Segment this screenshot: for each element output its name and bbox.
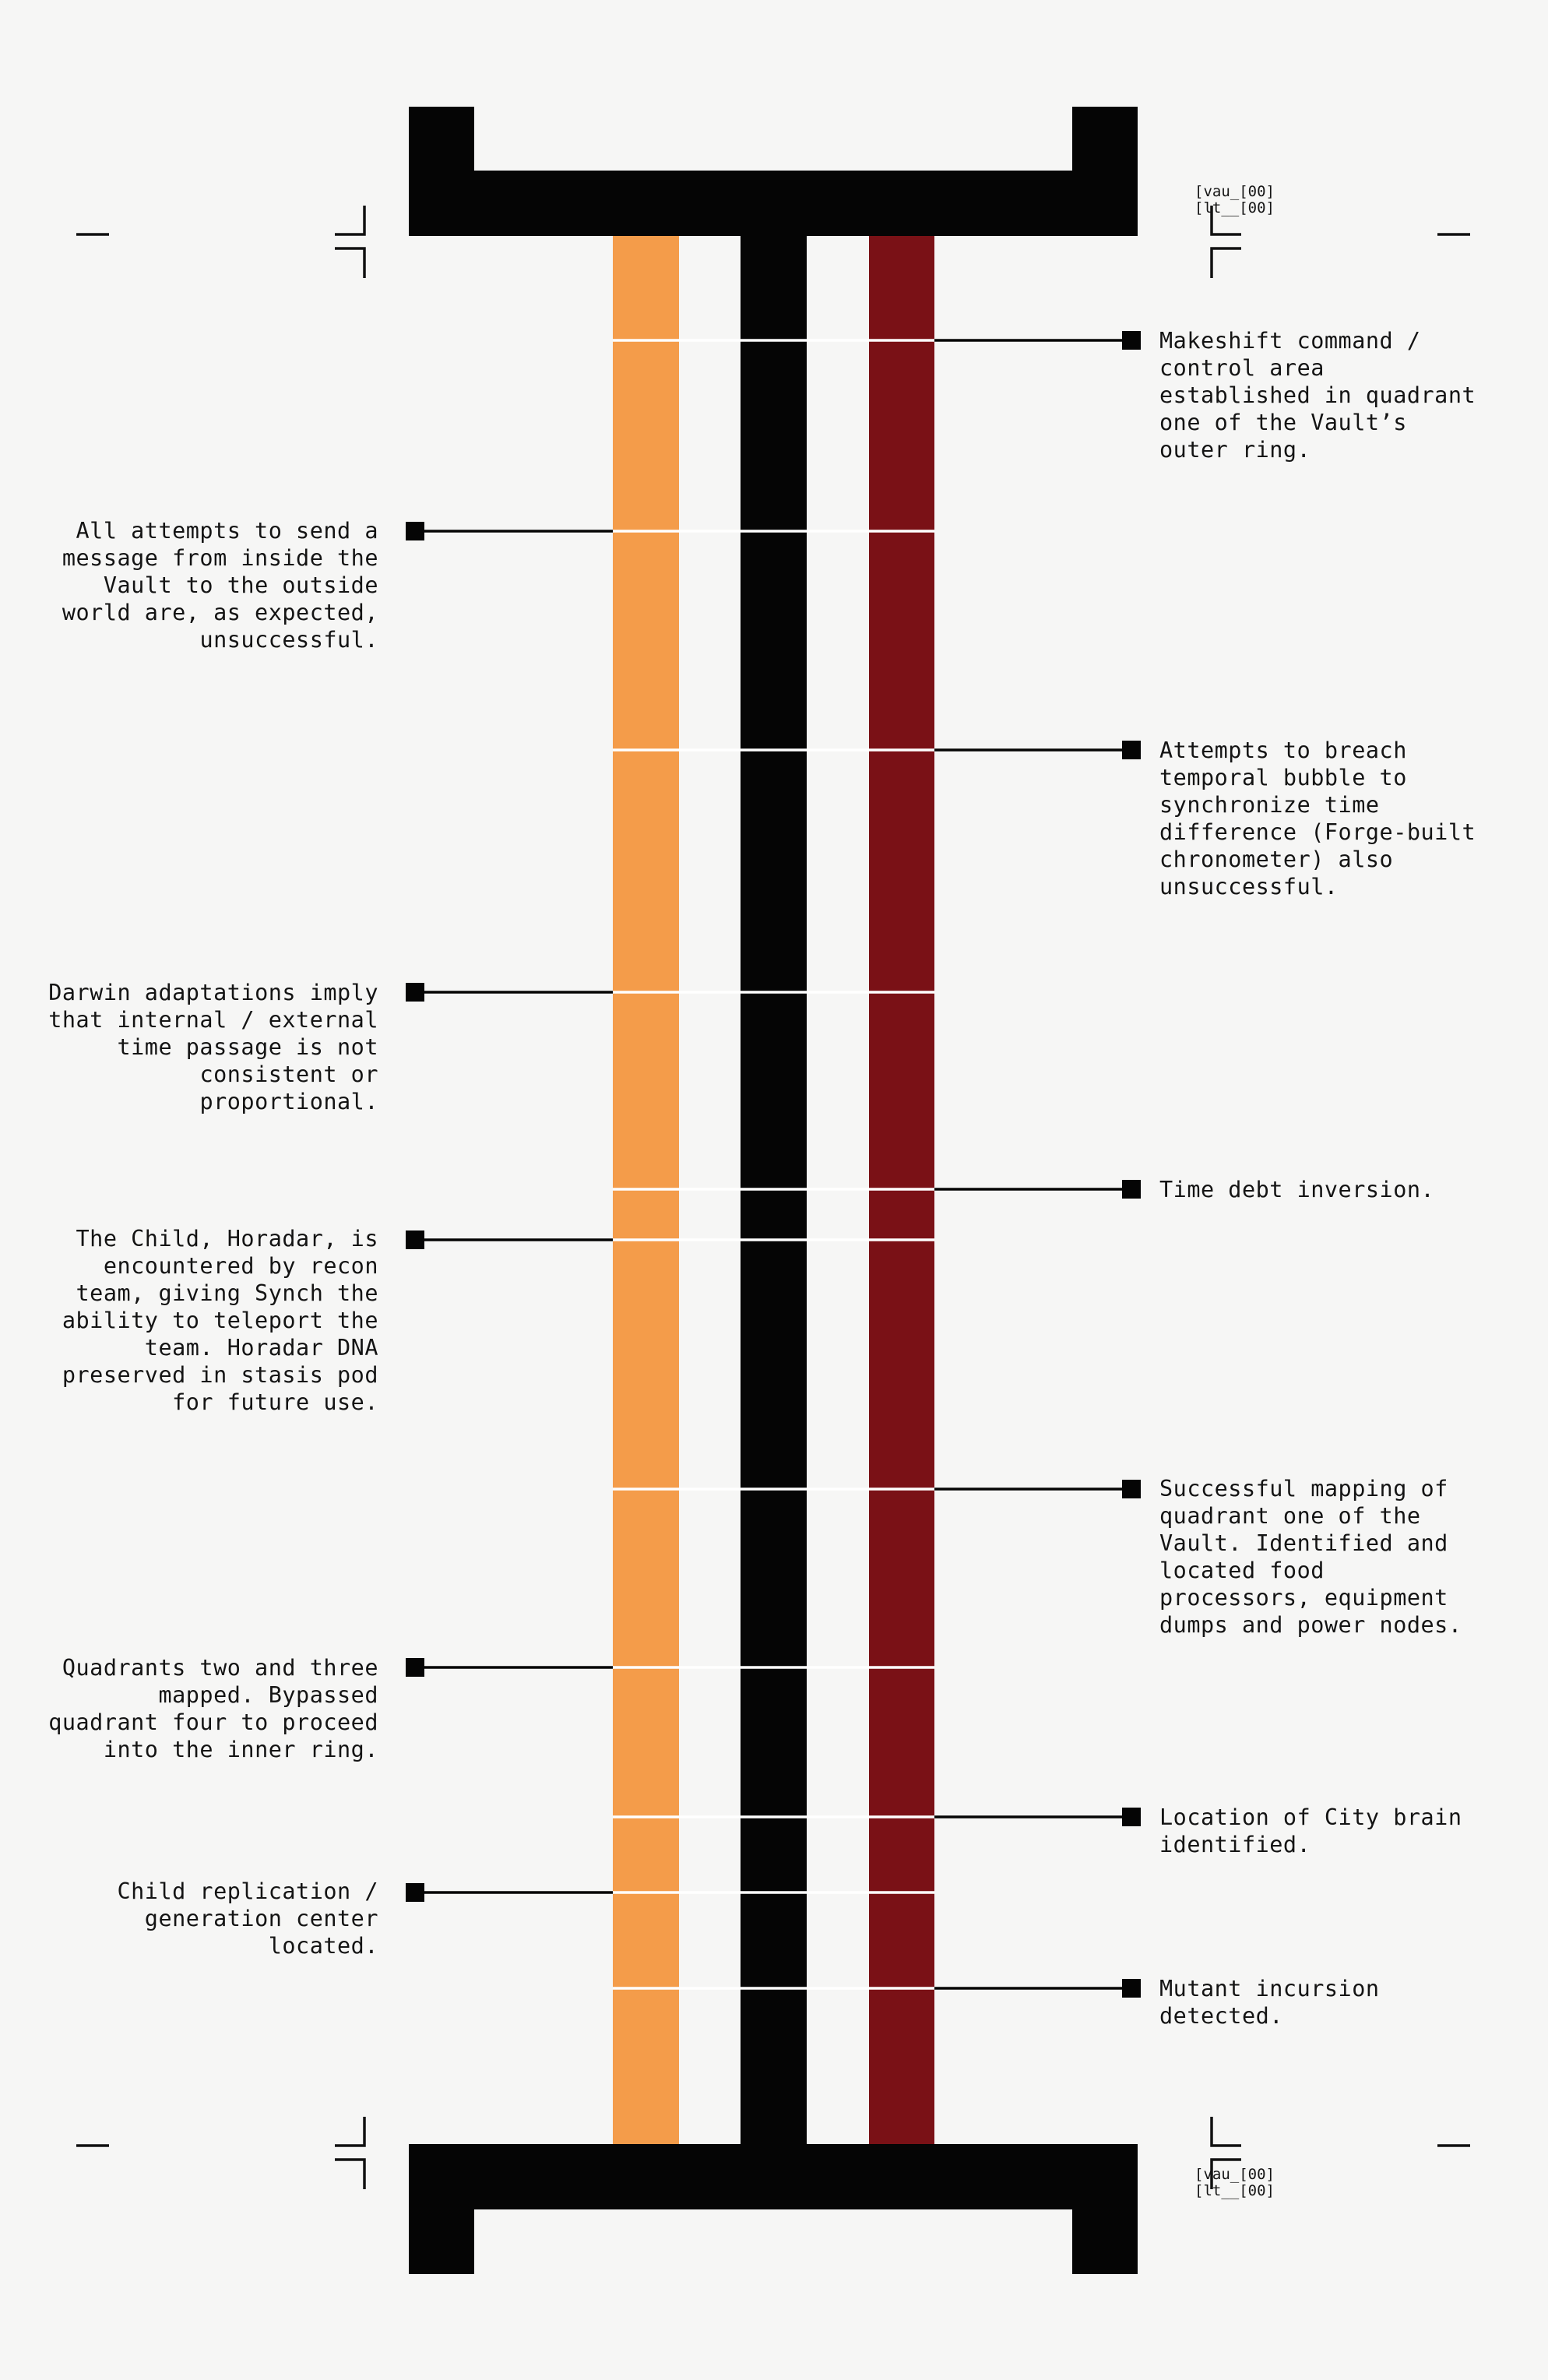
event-marker bbox=[406, 1883, 424, 1902]
event-label-right: Time debt inversion. bbox=[1159, 1177, 1435, 1202]
corner-mark-bottom-left-lower bbox=[335, 2160, 364, 2189]
event-marker bbox=[406, 983, 424, 1002]
top-frame-bracket bbox=[409, 107, 1138, 236]
event-label-right: Successful mapping of quadrant one of the Vault. Identified and located food processors, equipment dumps and power nodes. bbox=[1159, 1476, 1462, 1638]
bottom-frame-bracket bbox=[409, 2144, 1138, 2274]
corner-mark-bottom-right-upper bbox=[1212, 2117, 1241, 2146]
event-label-right: Makeshift command / control area established in quadrant one of the Vault’s outer ring. bbox=[1159, 328, 1476, 463]
code-tag-bottom: [vau_[00] [lt__[00] bbox=[1194, 2166, 1275, 2199]
corner-mark-top-left-upper bbox=[335, 206, 364, 234]
event-label-left: Darwin adaptations imply that internal / external time passage is not consistent or proportional. bbox=[48, 980, 378, 1114]
left-connectors bbox=[424, 531, 613, 1892]
event-marker bbox=[406, 522, 424, 540]
right-markers bbox=[1122, 331, 1141, 1998]
event-marker bbox=[1122, 331, 1141, 350]
right-connectors bbox=[934, 340, 1123, 1988]
event-label-right: Mutant incursion detected. bbox=[1159, 1976, 1380, 2029]
event-label-right: Location of City brain identified. bbox=[1159, 1804, 1462, 1857]
corner-mark-bottom-left-upper bbox=[335, 2117, 364, 2146]
event-label-left: The Child, Horadar, is encountered by recon team, giving Synch the ability to teleport the team. Horadar DNA preserved in stasis pod for future use. bbox=[62, 1226, 378, 1415]
event-marker bbox=[1122, 1808, 1141, 1826]
left-markers bbox=[406, 522, 424, 1902]
event-marker bbox=[406, 1658, 424, 1677]
event-label-left: All attempts to send a message from inside the Vault to the outside world are, as expected, unsuccessful. bbox=[62, 518, 378, 653]
corner-mark-top-right-lower bbox=[1212, 248, 1241, 278]
event-marker bbox=[1122, 1180, 1141, 1199]
event-label-left: Child replication / generation center located. bbox=[117, 1878, 378, 1959]
event-marker bbox=[406, 1230, 424, 1249]
event-marker bbox=[1122, 1979, 1141, 1998]
corner-mark-top-left-lower bbox=[335, 248, 364, 278]
event-label-left: Quadrants two and three mapped. Bypassed quadrant four to proceed into the inner ring. bbox=[48, 1655, 378, 1762]
event-marker bbox=[1122, 1480, 1141, 1498]
code-tag-top: [vau_[00] [lt__[00] bbox=[1194, 183, 1275, 217]
event-label-right: Attempts to breach temporal bubble to synchronize time difference (Forge-built chronometer) also unsuccessful. bbox=[1159, 738, 1476, 900]
event-marker bbox=[1122, 741, 1141, 759]
